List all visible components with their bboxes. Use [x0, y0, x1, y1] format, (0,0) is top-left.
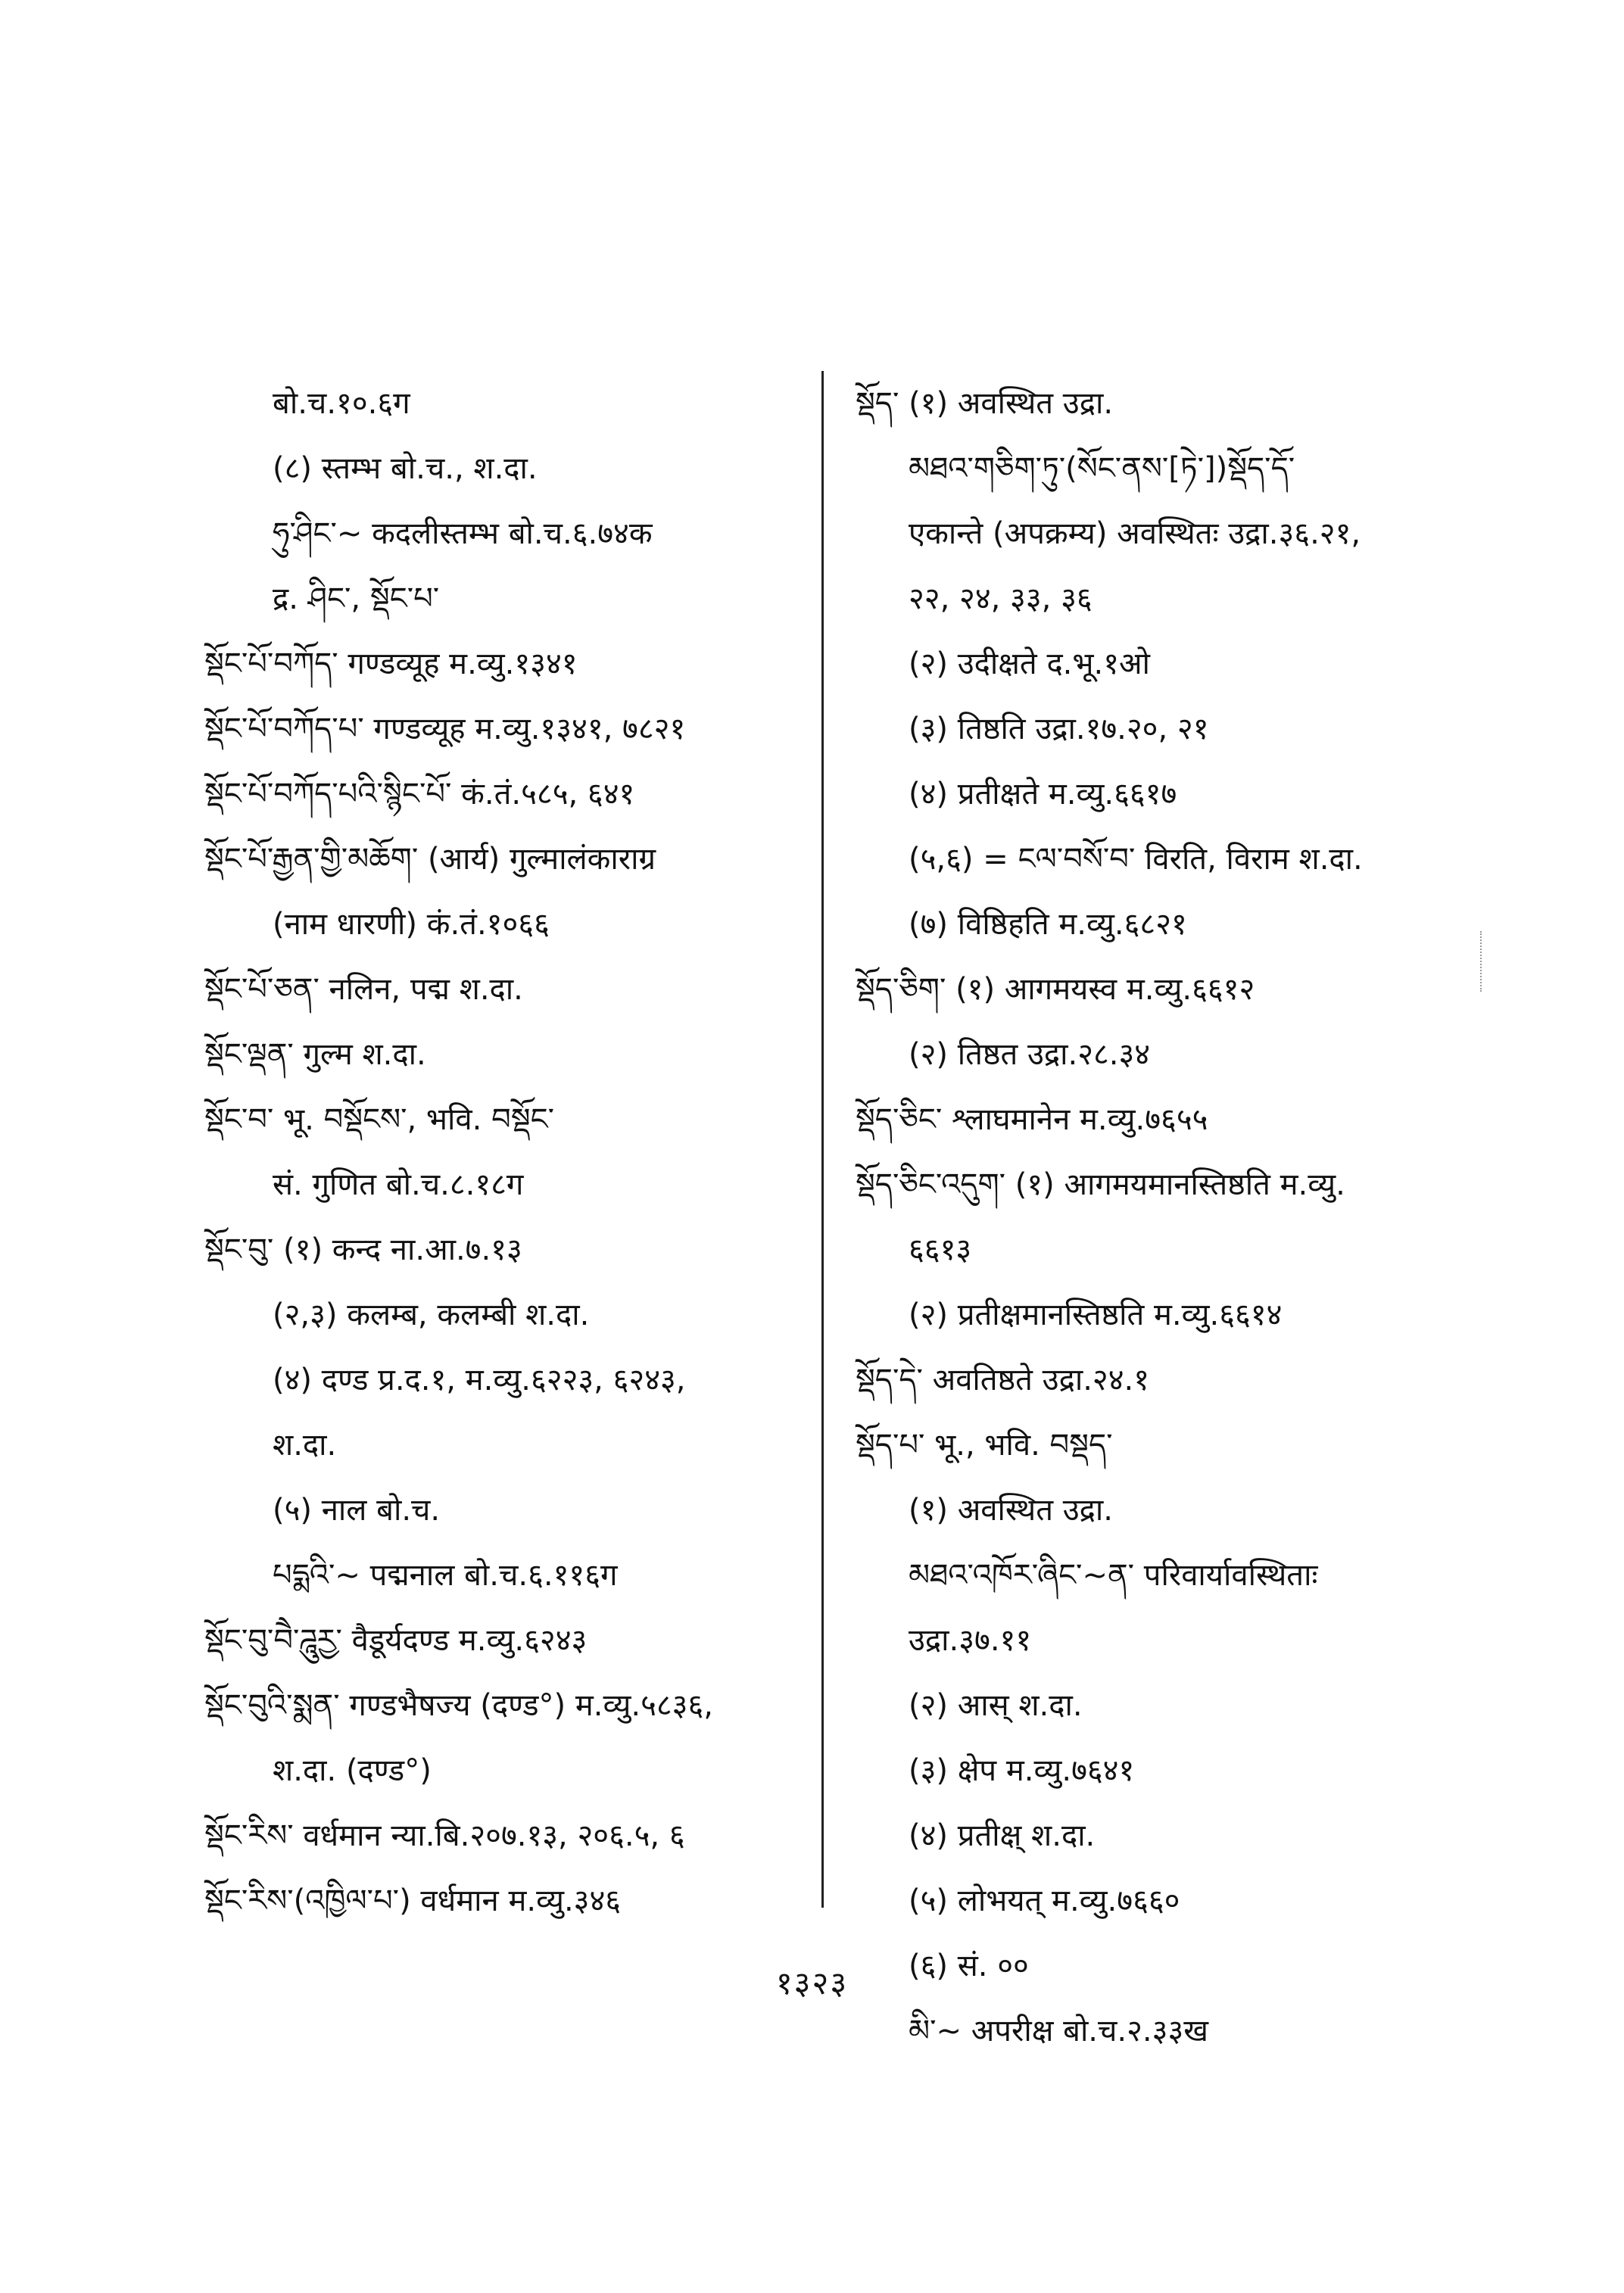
sub-entry-line: श.दा.	[273, 1428, 337, 1463]
sub-entry-line: (२) आस् श.दा.	[909, 1688, 1083, 1723]
headword-entry-line: སྡོང་བུ་ (१) कन्द ना.आ.७.१३	[204, 1232, 522, 1267]
sub-entry-line: (२) तिष्ठत उद्रा.२८.३४	[909, 1037, 1151, 1072]
sub-entry-line: एकान्ते (अपक्रम्य) अवस्थितः उद्रा.३६.२१,	[909, 516, 1361, 551]
headword-entry-line: སྡོད་ཅིང་ श्लाघमानेन म.व्यु.७६५५	[856, 1102, 1208, 1137]
sub-entry-line: (२) प्रतीक्षमानस्तिष्ठति म.व्यु.६६१४	[909, 1298, 1283, 1332]
sub-entry-line: द्र. ཤིང་, སྡོང་པ་	[273, 581, 440, 616]
sub-entry-line: པདྨའི་~ पद्मनाल बो.च.६.११६ग	[273, 1558, 618, 1593]
margin-mark	[1480, 931, 1483, 992]
headword-entry-line: སྡོད་དེ་ अवतिष्ठते उद्रा.२४.१	[856, 1363, 1150, 1397]
headword-entry-line: སྡོད་པ་ भू., भवि. བསྡད་	[856, 1428, 1113, 1463]
sub-entry-line: (५) लोभयत् म.व्यु.७६६०	[909, 1883, 1180, 1918]
sub-entry-line: (३) तिष्ठति उद्रा.१७.२०, २१	[909, 712, 1209, 746]
page-number: १३२३	[775, 1964, 849, 2002]
column-divider	[821, 371, 824, 1908]
sub-entry-line: (१) अवस्थित उद्रा.	[909, 1493, 1113, 1528]
sub-entry-line: (नाम धारणी) कं.तं.१०६६	[273, 907, 550, 942]
sub-entry-line: (२) उदीक्षते द.भू.१ओ	[909, 646, 1150, 681]
sub-entry-line: ६६१३	[909, 1232, 972, 1267]
headword-entry-line: སྡོང་པོ་བཀོད་ गण्डव्यूह म.व्यु.१३४१	[204, 646, 578, 681]
sub-entry-line: २२, २४, ३३, ३६	[909, 581, 1093, 616]
headword-entry-line: སྡོང་ལྡན་ गुल्म श.दा.	[204, 1037, 426, 1072]
sub-entry-line: (३) क्षेप म.व्यु.७६४१	[909, 1753, 1135, 1788]
headword-entry-line: སྡོང་པོ་བཀོད་པའི་སྙིང་པོ་ कं.तं.५८५, ६४१	[204, 777, 635, 812]
headword-entry-line: སྡོང་བུ་བཻ་ཌཱུརྱ་ वैडूर्यदण्ड म.व्यु.६२४३	[204, 1623, 588, 1658]
right-column	[856, 371, 1499, 2064]
sub-entry-line: (७) विष्ठिहति म.व्यु.६८२१	[909, 907, 1187, 942]
sub-entry-line: མི་~ अपरीक्ष बो.च.२.३३ख	[909, 2014, 1208, 2048]
sub-entry-line: མཐའ་གཅིག་ཏུ་(སོང་ནས་[ཏེ་])སྡོད་དོ་	[909, 451, 1295, 486]
headword-entry-line: སྡོད་ཅིང་འདུག་ (१) आगमयमानस्तिष्ठति म.व्यु.	[856, 1167, 1345, 1202]
sub-entry-line: (५,६) = ངལ་བསོ་བ་ विरति, विराम श.दा.	[909, 842, 1363, 877]
sub-entry-line: (४) प्रतीक्षते म.व्यु.६६१७	[909, 777, 1177, 812]
headword-entry-line: སྡོང་བ་ भू. བསྡོངས་, भवि. བསྡོང་	[204, 1102, 555, 1137]
sub-entry-line: (२,३) कलम्ब, कलम्बी श.दा.	[273, 1298, 590, 1332]
sub-entry-line: बो.च.१०.६ग	[273, 386, 410, 421]
left-column	[204, 371, 810, 1933]
headword-entry-line: སྡོང་རིས་(འཁྱིལ་པ་) वर्धमान म.व्यु.३४६	[204, 1883, 622, 1918]
headword-entry-line: སྡོང་བུའི་སྨན་ गण्डभैषज्य (दण्ड°) म.व्यु.५८३६,	[204, 1688, 713, 1723]
sub-entry-line: श.दा. (दण्ड°)	[273, 1753, 432, 1788]
sub-entry-line: (६) सं. ००	[909, 1949, 1029, 1983]
headword-entry-line: སྡོད་ཅིག་ (१) आगमयस्व म.व्यु.६६१२	[856, 972, 1255, 1007]
sub-entry-line: उद्रा.३७.११	[909, 1623, 1032, 1658]
headword-entry-line: སྡོང་པོ་བཀོད་པ་ गण्डव्यूह म.व्यु.१३४१, ७८२१	[204, 712, 686, 746]
headword-entry-line: སྡོང་པོ་ཅན་ नलिन, पद्म श.दा.	[204, 972, 523, 1007]
headword-entry-line: སྡོད་ (१) अवस्थित उद्रा.	[856, 386, 1114, 421]
headword-entry-line: སྡོང་པོ་རྒྱན་གྱི་མཆོག་ (आर्य) गुल्मालंकाराग्र	[204, 842, 656, 877]
sub-entry-line: ཧུ་ཤིང་~ कदलीस्तम्भ बो.च.६.७४क	[273, 516, 653, 551]
sub-entry-line: सं. गुणित बो.च.८.१८ग	[273, 1167, 524, 1202]
headword-entry-line: སྡོང་རིས་ वर्धमान न्या.बि.२०७.१३, २०६.५, ६	[204, 1818, 685, 1853]
sub-entry-line: (४) दण्ड प्र.द.१, म.व्यु.६२२३, ६२४३,	[273, 1363, 686, 1397]
sub-entry-line: (४) प्रतीक्ष् श.दा.	[909, 1818, 1096, 1853]
sub-entry-line: (८) स्तम्भ बो.च., श.दा.	[273, 451, 538, 486]
sub-entry-line: (५) नाल बो.च.	[273, 1493, 441, 1528]
sub-entry-line: མཐའ་འཁོར་ཞིང་~ན་ परिवार्यावस्थिताः	[909, 1558, 1318, 1593]
